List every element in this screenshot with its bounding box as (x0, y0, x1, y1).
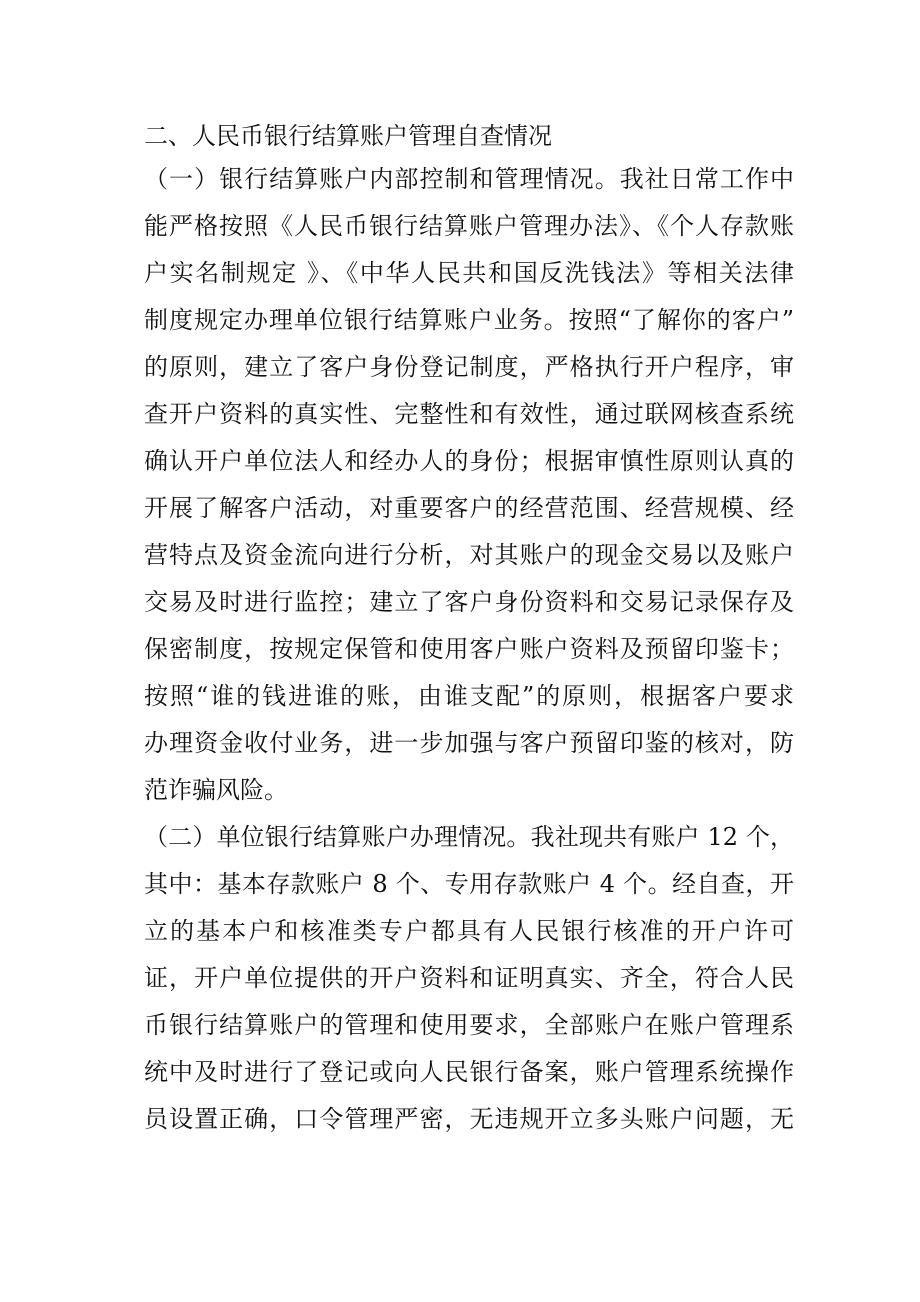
text-line: 营特点及资金流向进行分析，对其账户的现金交易以及账户 (144, 541, 794, 569)
text-line: 开展了解客户活动，对重要客户的经营范围、经营规模、经 (144, 494, 794, 522)
text-line: 查开户资料的真实性、完整性和有效性，通过联网核查系统 (144, 400, 794, 428)
text-line: 证，开户单位提供的开户资料和证明真实、齐全，符合人民 (144, 964, 794, 992)
text-line: 户实名制规定 》、《中华人民共和国反洗钱法》等相关法律 (144, 259, 794, 287)
text-line: 交易及时进行监控；建立了客户身份资料和交易记录保存及 (144, 588, 794, 616)
text-line: 制度规定办理单位银行结算账户业务。按照“了解你的客户” (144, 306, 794, 334)
text-line: 按照“谁的钱进谁的账，由谁支配”的原则，根据客户要求 (144, 682, 794, 710)
text-line: 的原则，建立了客户身份登记制度，严格执行开户程序，审 (144, 353, 794, 381)
text-line: 办理资金收付业务，进一步加强与客户预留印鉴的核对，防 (144, 729, 794, 757)
text-line: 币银行结算账户的管理和使用要求，全部账户在账户管理系 (144, 1011, 794, 1039)
text-line: 立的基本户和核准类专户都具有人民银行核准的开户许可 (144, 917, 794, 945)
text-line: 统中及时进行了登记或向人民银行备案，账户管理系统操作 (144, 1058, 794, 1086)
section-heading: 二、人民币银行结算账户管理自查情况 (144, 122, 552, 150)
text-line: 范诈骗风险。 (144, 776, 288, 804)
document-body (144, 116, 794, 1143)
text-line: 保密制度，按规定保管和使用客户账户资料及预留印鉴卡； (144, 635, 794, 663)
text-line: 能严格按照《人民币银行结算账户管理办法》、《个人存款账 (144, 212, 794, 240)
text-line: （二）单位银行结算账户办理情况。我社现共有账户 12 个， (144, 823, 794, 851)
text-line: （一）银行结算账户内部控制和管理情况。我社日常工作中 (144, 165, 794, 193)
text-line: 其中：基本存款账户 8 个、专用存款账户 4 个。经自查，开 (144, 870, 794, 898)
text-line: 确认开户单位法人和经办人的身份；根据审慎性原则认真的 (144, 447, 794, 475)
text-line: 员设置正确，口令管理严密，无违规开立多头账户问题，无 (144, 1105, 794, 1133)
